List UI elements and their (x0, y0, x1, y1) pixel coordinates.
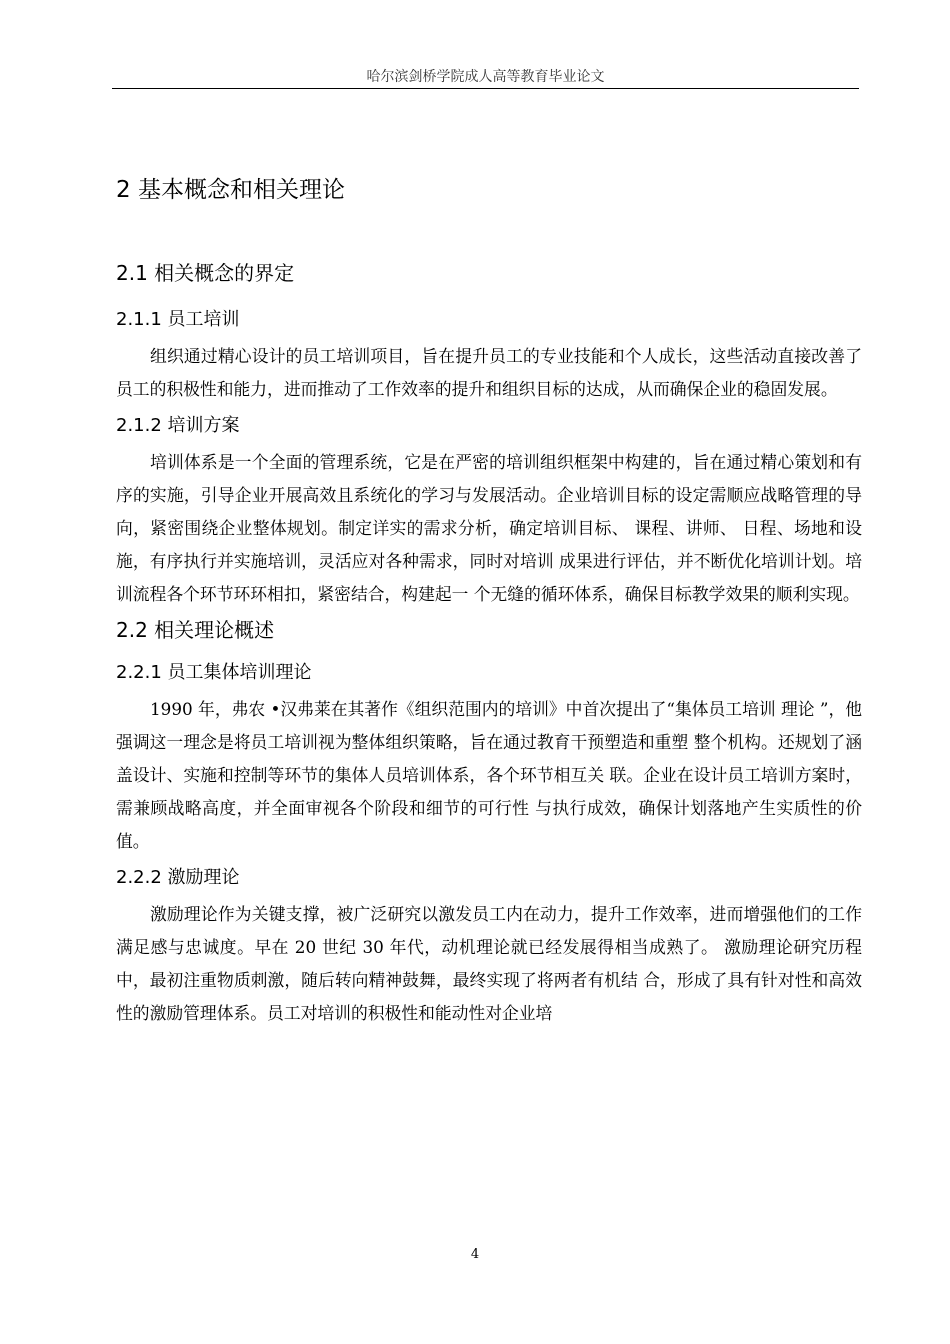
page-number: 4 (470, 1247, 480, 1262)
paragraph-training-plan: 培训体系是一个全面的管理系统，它是在严密的培训组织框架中构建的，旨在通过精心策划和有序的实施，引导企业开展高效且系统化的学习与发展活动。企业培训目标的设定需顺应战略管理的导向，紧密围绕企业整体规划。制定详实的需求分析，确定培训目标、 课程、讲师、 日程、场地和设施，有序执行并实施培训，灵活应对各种需求，同时对培训 成果进行评估，并不断优化培训计划。培训流程各个环节环环相扣，紧密结合，构建起一 个无缝的循环体系，确保目标教学效果的顺利实现。 (116, 452, 862, 604)
chapter-title: 2 基本概念和相关理论 (116, 177, 345, 203)
paragraph-employee-training: 组织通过精心设计的员工培训项目，旨在提升员工的专业技能和个人成长，这些活动直接改善了员工的积极性和能力，进而推动了工作效率的提升和组织目标的达成，从而确保企业的稳固发展。 (116, 346, 862, 399)
subsection-heading-2-2-2: 2.2.2 激励理论 (116, 867, 240, 888)
section-heading-2-1: 2.1 相关概念的界定 (116, 261, 295, 285)
subsection-heading-2-1-2: 2.1.2 培训方案 (116, 415, 240, 436)
paragraph-collective-training-theory: 1990 年，弗农 •汉弗莱在其著作《组织范围内的培训》中首次提出了“集体员工培训 理论 ”，他强调这一理念是将员工培训视为整体组织策略，旨在通过教育干预塑造和重塑 整个机构。还规划了涵盖设计、实施和控制等环节的集体人员培训体系，各个环节相互关 联。企业在设计员工培训方案时，需兼顾战略高度，并全面审视各个阶段和细节的可行性 与执行成效，确保计划落地产生实质性的价值。 (116, 699, 863, 851)
page-body (116, 174, 862, 1034)
running-header: 哈尔滨剑桥学院成人高等教育毕业论文 (366, 69, 605, 85)
section-heading-2-2: 2.2 相关理论概述 (116, 618, 275, 642)
paragraph-motivation-theory: 激励理论作为关键支撑，被广泛研究以激发员工内在动力，提升工作效率，进而增强他们的工作满足感与忠诚度。早在 20 世纪 30 年代，动机理论就已经发展得相当成熟了。 激励理论研究历程中，最初注重物质刺激，随后转向精神鼓舞，最终实现了将两者有机结 合，形成了具有针对性和高效性的激励管理体系。员工对培训的积极性和能动性对企业培 (116, 904, 862, 1023)
header-divider (112, 88, 859, 89)
subsection-heading-2-2-1: 2.2.1 员工集体培训理论 (116, 662, 312, 683)
subsection-heading-2-1-1: 2.1.1 员工培训 (116, 309, 240, 330)
